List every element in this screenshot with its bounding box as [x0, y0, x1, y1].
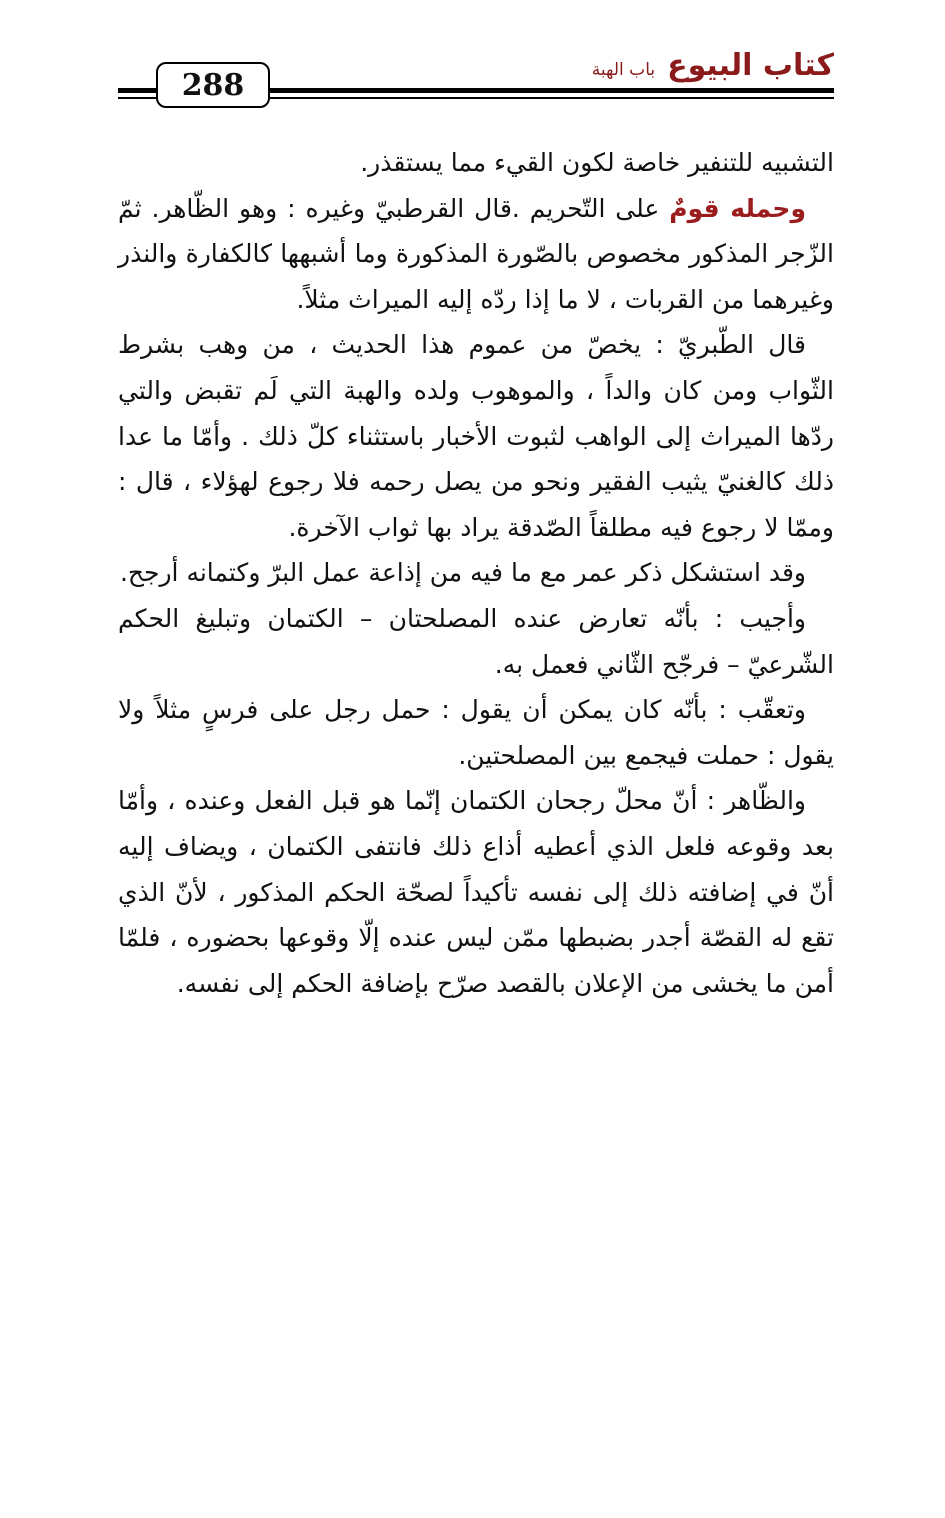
paragraph-2	[118, 186, 834, 323]
page-number-box	[156, 62, 270, 108]
paragraph-6: وتعقّب : بأنّه كان يمكن أن يقول : حمل رجل على فرسٍ مثلاً ولا يقول : حملت فيجمع بين المصلحتين.	[118, 695, 834, 770]
paragraph-7: والظّاهر : أنّ محلّ رجحان الكتمان إنّما هو قبل الفعل وعنده ، وأمّا بعد وقوعه فلعل الذي أعطيه أذاع ذلك فانتفى الكتمان ، ويضاف إليه أنّ في إضافته ذلك إلى نفسه تأكيداً لصحّة الحكم المذكور ، لأنّ الذي تقع له القصّة أجدر بضبطها ممّن ليس عنده إلّا وقوعها بحضوره ، فلمّا أمن ما يخشى من الإعلان بالقصد صرّح بإضافة الحكم إلى نفسه.	[118, 786, 834, 998]
page-number: 288	[181, 67, 245, 103]
page-header	[118, 48, 834, 112]
text-body	[118, 140, 834, 1006]
book-title: كتاب البيوع	[667, 48, 834, 83]
paragraph-3: قال الطّبريّ : يخصّ من عموم هذا الحديث ، من وهب بشرط الثّواب ومن كان والداً ، والموهوب ولده والهبة التي لَم تقبض والتي ردّها الميراث إلى الواهب لثبوت الأخبار باستثناء كلّ ذلك . وأمّا ما عدا ذلك كالغنيّ يثيب الفقير ونحو من يصل رحمه فلا رجوع لهؤلاء ، قال : وممّا لا رجوع فيه مطلقاً الصّدقة يراد بها ثواب الآخرة.	[118, 330, 834, 542]
paragraph-1: التشبيه للتنفير خاصة لكون القيء مما يستقذر.	[360, 148, 834, 177]
chapter-title: باب الهبة	[591, 60, 656, 80]
header-titles	[592, 48, 834, 83]
paragraph-4: وقد استشكل ذكر عمر مع ما فيه من إذاعة عمل البرّ وكتمانه أرجح.	[119, 558, 806, 588]
paragraph-2-lead: وحمله قومٌ	[669, 193, 806, 223]
paragraph-2-text: على التّحريم .قال القرطبيّ وغيره : وهو الظّاهر. ثمّ الزّجر المذكور مخصوص بالصّورة المذكورة وما أشبهها كالكفارة والنذر وغيرهما من القربات ، لا ما إذا ردّه إليه الميراث مثلاً.	[118, 193, 834, 314]
paragraph-5: وأجيب : بأنّه تعارض عنده المصلحتان – الكتمان وتبليغ الحكم الشّرعيّ – فرجّح الثّاني فعمل به.	[118, 603, 834, 679]
